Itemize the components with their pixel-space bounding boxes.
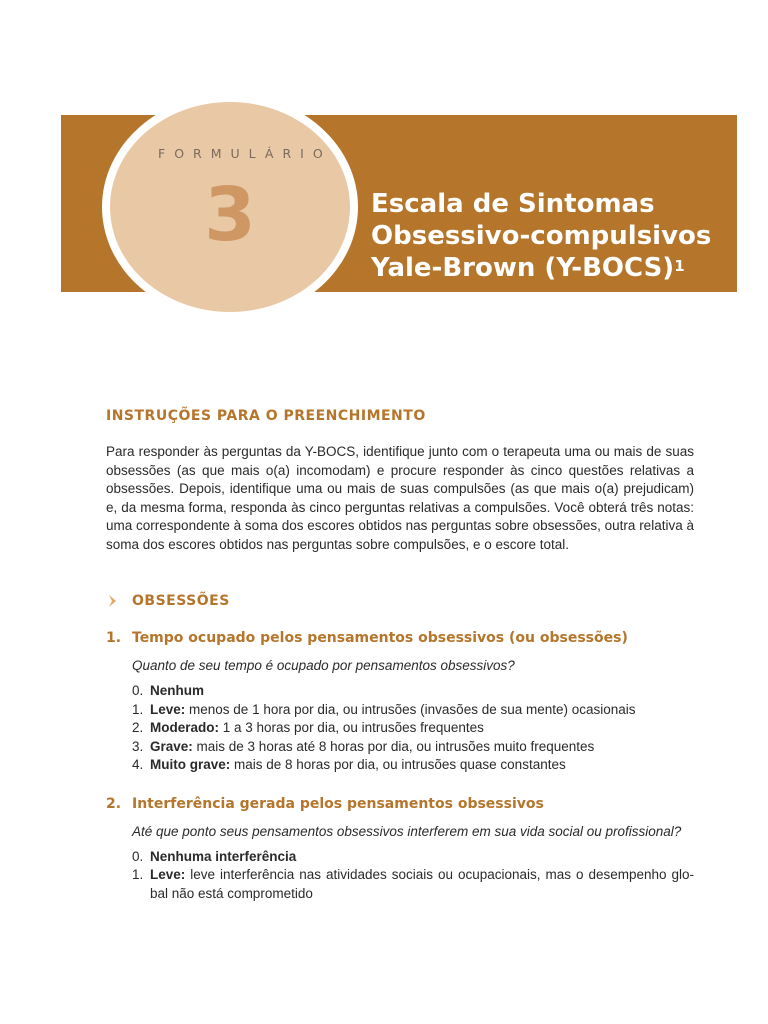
title-footnote-marker: 1 (674, 257, 685, 275)
question-1-prompt: Quanto de seu tempo é ocupado por pensamentos obsessivos? (132, 658, 515, 673)
option-item (132, 738, 694, 757)
option-text: menos de 1 hora por dia, ou intrusões (invasões de sua mente) ocasionais (185, 701, 636, 717)
option-label: Nenhuma interferência (150, 848, 297, 864)
form-number-badge (102, 94, 358, 320)
form-number-badge-inner (110, 102, 350, 312)
instructions-text: Para responder às perguntas da Y-BOCS, identifique junto com o terapeuta uma ou mais de suas obsessões (as que mais o(a) incomodam) e procure responder às cinco questões relativas a obsessões. Depois, identifique uma ou mais de suas compulsões (as que mais o(a) prejudicam) e, da mesma forma, responda às cinco perguntas relativas a compulsões. Você obterá três notas: uma correspondente à soma dos escores obtidos nas perguntas sobre obsessões, outra relativa à soma dos escores obtidos nas perguntas sobre compulsões, e o escore total. (106, 444, 694, 552)
chevron-right-icon (106, 594, 120, 608)
question-1-number: 1. (106, 630, 122, 646)
title-line-1: Escala de Sintomas (371, 189, 655, 219)
option-item (132, 848, 694, 867)
instructions-section (106, 408, 694, 554)
question-2-options (132, 848, 694, 904)
option-label: Leve: (150, 701, 186, 717)
option-number: 1. (132, 701, 144, 717)
question-1-title: Tempo ocupado pelos pensamentos obsessivos (ou obsessões) (132, 630, 628, 646)
option-number: 1. (132, 867, 144, 882)
question-2-title: Interferência gerada pelos pensamentos obsessivos (132, 795, 544, 812)
question-2-prompt: Até que ponto seus pensamentos obsessivos interferem em sua vida social ou profissional? (132, 823, 682, 839)
question-1-title-row (106, 630, 694, 646)
question-2 (106, 796, 694, 904)
option-number: 3. (132, 738, 144, 754)
option-number: 4. (132, 757, 144, 772)
question-1 (106, 630, 694, 775)
page-title (371, 188, 731, 284)
option-number: 0. (132, 683, 144, 698)
question-2-number: 2. (106, 795, 122, 812)
option-label: Nenhum (150, 683, 204, 698)
option-item (132, 701, 694, 720)
option-item (132, 682, 694, 701)
obsessions-heading-row (106, 593, 694, 609)
option-number: 2. (132, 720, 144, 735)
form-label: FORMULÁRIO (158, 146, 332, 161)
option-text: 1 a 3 horas por dia, ou intrusões frequentes (219, 720, 484, 735)
option-label: Grave: (150, 738, 193, 754)
option-number: 0. (132, 848, 144, 864)
obsessions-heading: OBSESSÕES (132, 593, 230, 609)
option-label: Leve: (150, 867, 186, 882)
title-line-3 (371, 252, 731, 284)
option-item (132, 719, 694, 738)
option-item (132, 756, 694, 775)
title-line-2: Obsessivo-compulsivos (371, 221, 712, 251)
option-item (132, 866, 694, 903)
question-2-title-row (106, 796, 694, 812)
option-label: Muito grave: (150, 757, 231, 772)
question-1-options (132, 682, 694, 775)
instructions-heading: INSTRUÇÕES PARA O PREENCHIMENTO (106, 408, 426, 424)
form-number: 3 (204, 172, 256, 258)
option-text: mais de 3 horas até 8 horas por dia, ou intrusões muito frequentes (192, 738, 595, 754)
option-text: leve interferência nas atividades sociais ou ocupacionais, mas o desempenho glo-bal não está comprometido (150, 867, 694, 901)
option-text: mais de 8 horas por dia, ou intrusões quase constantes (230, 757, 566, 772)
obsessions-section (106, 593, 694, 903)
title-line-3-text: Yale-Brown (Y-BOCS) (371, 253, 675, 283)
option-label: Moderado: (150, 720, 219, 735)
